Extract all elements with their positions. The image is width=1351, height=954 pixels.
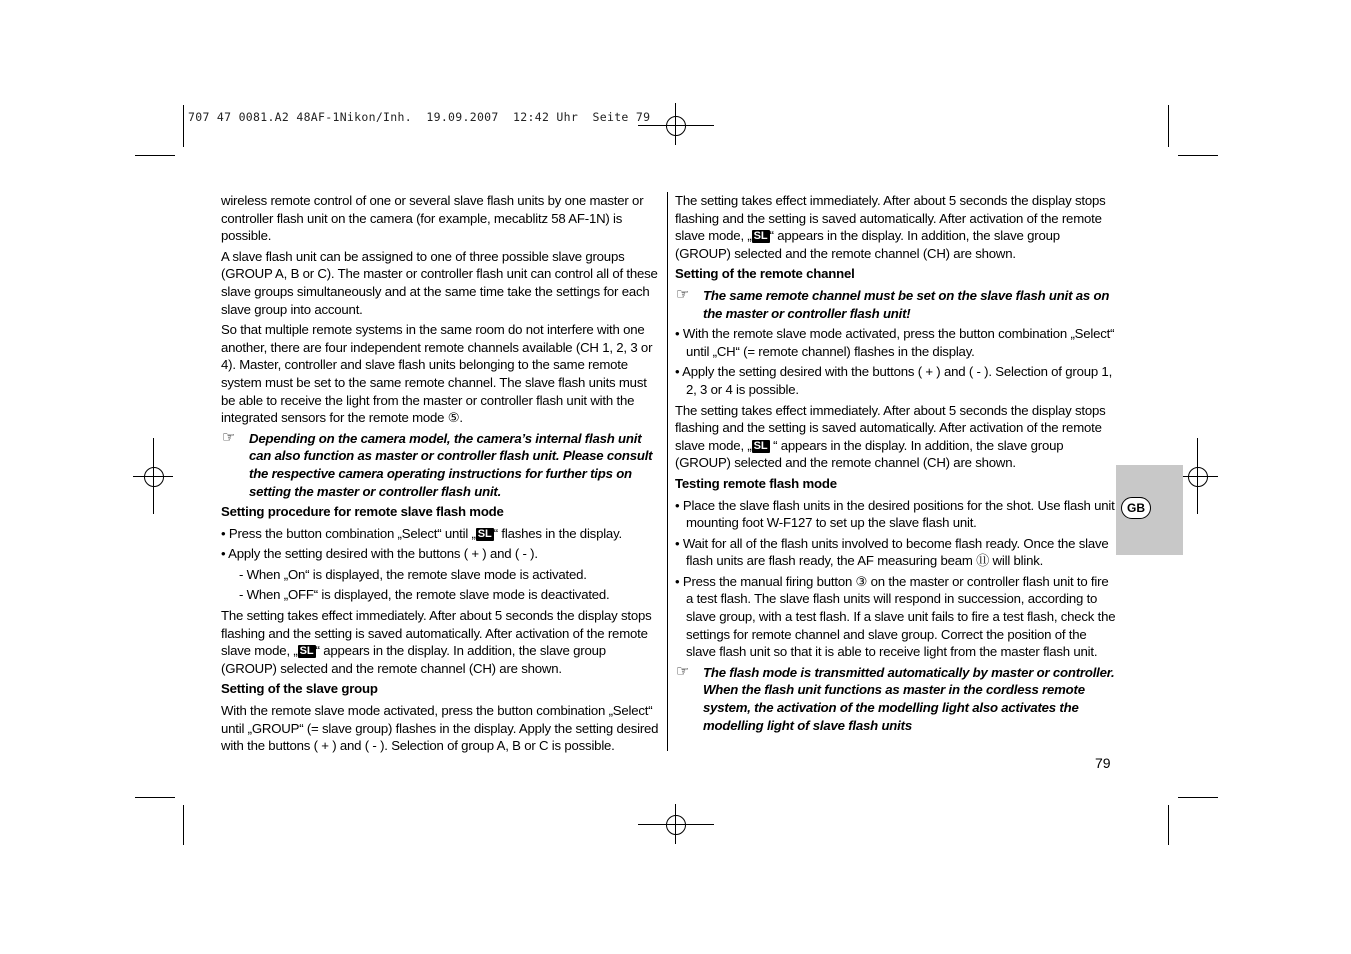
pointing-hand-icon: ☞ <box>676 662 690 680</box>
list-item: • Apply the setting desired with the buttons ( + ) and ( - ). <box>221 546 538 562</box>
paragraph: With the remote slave mode activated, press the button combination „Select“ until „GROUP“ (= slave group) flashes in the display. Apply the setting desired with the buttons ( + ) and ( - ). Selection of group A, B or C is possible. <box>221 703 659 754</box>
note <box>221 430 659 500</box>
slave-mode-badge: SL <box>753 230 768 243</box>
bullet-icon: • <box>675 573 680 589</box>
bullet-icon: • <box>221 525 226 541</box>
crop-mark <box>135 797 175 798</box>
pointing-hand-icon: ☞ <box>222 428 236 446</box>
left-column <box>221 192 659 758</box>
registration-line <box>1197 438 1198 514</box>
crop-mark <box>183 105 184 147</box>
note <box>675 287 1117 322</box>
list-item: • Press the manual firing button ③ on the master or controller flash unit to fire a test flash. The slave flash units will respond in succession, according to slave group, with a test flash. If a slave unit fails to fire a test flash, check the settings for remote channel and slave group. Correct the position of the slave flash unit so that it is able to receive light from the master flash unit. <box>675 573 1116 660</box>
paragraph: The setting takes effect immediately. After about 5 seconds the display stops flashing and the setting is saved automatically. After activation of the remote slave mode, „ SL “ appears in the display. In addition, the slave group (GROUP) selected and the remote channel (CH) are shown. <box>221 608 652 676</box>
registration-mark-icon <box>1188 467 1208 487</box>
crop-mark <box>1168 105 1169 147</box>
registration-line <box>675 103 676 145</box>
bullet-icon: • <box>675 364 680 380</box>
bullet-icon: • <box>675 326 680 342</box>
slave-mode-badge: SL <box>299 645 314 658</box>
registration-line <box>1178 476 1218 477</box>
paragraph: The setting takes effect immediately. After about 5 seconds the display stops flashing and the setting is saved automatically. After activation of the remote slave mode, „ SL “ appears in the display. In addition, the slave group (GROUP) selected and the remote channel (CH) are shown. <box>675 193 1106 261</box>
list-item: • Place the slave flash units in the desired positions for the shot. Use flash unit mounting foot W-F127 to set up the slave flash unit. <box>675 497 1115 531</box>
crop-mark <box>135 155 175 156</box>
page-number: 79 <box>1095 755 1111 771</box>
pointing-hand-icon: ☞ <box>676 285 690 303</box>
registration-mark-icon <box>666 116 686 136</box>
registration-line <box>675 804 676 844</box>
note <box>675 664 1117 734</box>
paragraph: The setting takes effect immediately. After about 5 seconds the display stops flashing and the setting is saved automatically. After activation of the remote slave mode, „ SL “ appears in the display. In addition, the slave group (GROUP) selected and the remote channel (CH) are shown. <box>675 402 1106 471</box>
paragraph: A slave flash unit can be assigned to one of three possible slave groups (GROUP A, B or C). The master or controller flash unit can control all of these slave groups simultaneously and at the same time take the settings for each slave group into account. <box>221 248 658 317</box>
crop-mark <box>1178 155 1218 156</box>
registration-line <box>638 125 714 126</box>
language-badge: GB <box>1121 497 1151 519</box>
note-text: The same remote channel must be set on the slave flash unit as on the master or controller flash unit! <box>703 287 1110 321</box>
column-divider <box>667 192 668 751</box>
sub-list-item: - When „OFF“ is displayed, the remote slave mode is deactivated. <box>239 587 610 603</box>
section-heading: Setting procedure for remote slave flash mode <box>221 504 504 520</box>
list-item: • Press the button combination „Select“ until „ SL “ flashes in the display. <box>221 525 622 541</box>
bullet-icon: • <box>221 546 226 562</box>
crop-mark <box>1168 805 1169 845</box>
note-text: Depending on the camera model, the camera’s internal flash unit can also function as master or controller flash unit. Please consult the respective camera operating instructions for further tips on setting the master or controller flash unit. <box>249 430 653 499</box>
registration-mark-icon <box>666 815 686 835</box>
list-item: • Apply the setting desired with the buttons ( + ) and ( - ). Selection of group 1, 2, 3 or 4 is possible. <box>675 364 1113 397</box>
crop-mark <box>1178 797 1218 798</box>
bullet-icon: • <box>675 535 680 551</box>
section-heading: Setting of the remote channel <box>675 266 855 282</box>
crop-mark <box>183 805 184 845</box>
registration-line <box>638 824 714 825</box>
print-header: 707 47 0081.A2 48AF-1Nikon/Inh. 19.09.2007 12:42 Uhr Seite 79 <box>188 110 651 124</box>
registration-mark-icon <box>144 467 164 487</box>
sub-list-item: - When „On“ is displayed, the remote slave mode is activated. <box>239 566 587 582</box>
slave-mode-badge: SL <box>477 527 492 540</box>
right-column <box>675 192 1117 737</box>
slave-mode-badge: SL <box>753 439 768 452</box>
note-text: The flash mode is transmitted automatically by master or controller. When the flash unit functions as master in the cordless remote system, the activation of the modelling light also activates the modelling light of slave flash units <box>703 664 1115 733</box>
section-heading: Setting of the slave group <box>221 681 378 697</box>
list-item: • Wait for all of the flash units involved to become flash ready. Once the slave flash units are flash ready, the AF measuring beam ⑪ will blink. <box>675 535 1109 569</box>
section-heading: Testing remote flash mode <box>675 475 837 491</box>
registration-line <box>153 438 154 514</box>
paragraph: wireless remote control of one or several slave flash units by one master or controller flash unit on the camera (for example, mecablitz 58 AF-1N) is possible. <box>221 193 644 244</box>
paragraph: So that multiple remote systems in the same room do not interfere with one another, there are four independent remote channels available (CH 1, 2, 3 or 4). Master, controller and slave flash units belonging to the same remote system must be set to the same remote channel. The slave flash units must be able to receive the light from the master or controller flash unit with the integrated sensors for the remote mode ⑤. <box>221 322 653 426</box>
bullet-icon: • <box>675 497 680 513</box>
list-item: • With the remote slave mode activated, press the button combination „Select“ until „CH“ (= remote channel) flashes in the display. <box>675 326 1115 359</box>
